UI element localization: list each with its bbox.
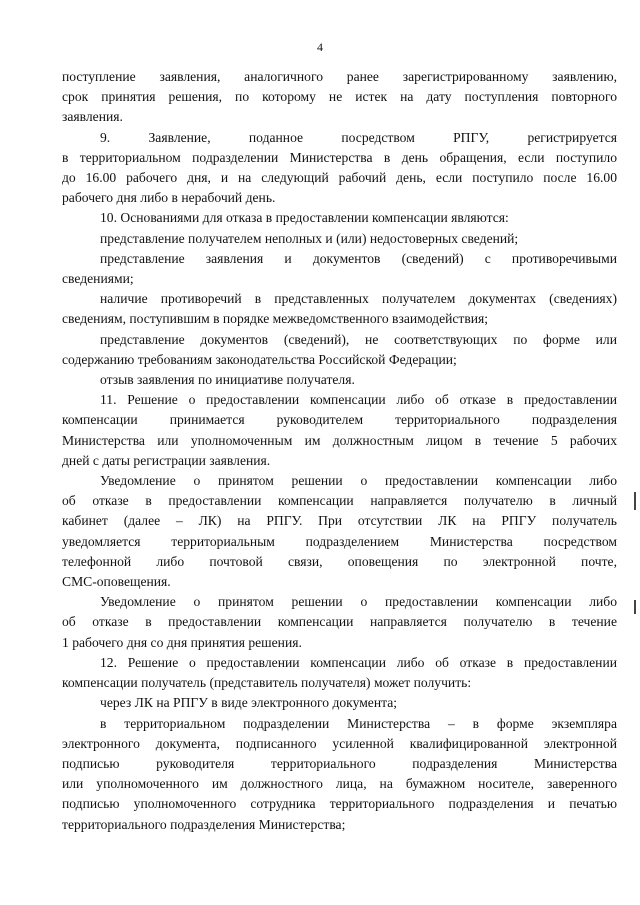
text-line: 11. Решение о предоставлении компенсации либо об отказе в предоставлении [100, 392, 617, 408]
text-line: Уведомление о принятом решении о предоставлении компенсации либо [100, 594, 617, 610]
paragraph [62, 229, 617, 249]
paragraph [62, 390, 617, 471]
text-line: представление заявления и документов (сведений) с противоречивыми [100, 250, 617, 266]
paragraph [62, 67, 617, 128]
paragraph [62, 330, 617, 370]
text-line: 10. Основаниями для отказа в предоставлении компенсации являются: [100, 210, 509, 226]
text-line: до 16.00 рабочего дня, и на следующий рабочий день, если поступило после 16.00 [62, 170, 617, 186]
text-line: кабинет (далее – ЛК) на РПГУ. При отсутствии ЛК на РПГУ получатель [62, 513, 617, 529]
text-line: компенсации принимается руководителем территориального подразделения [62, 412, 617, 428]
text-line: об отказе в предоставлении компенсации направляется получателю в течение [62, 614, 617, 630]
text-line: сведениям, поступившим в порядке межведомственного взаимодействия; [62, 311, 489, 327]
margin-scan-mark [634, 600, 636, 614]
text-line: уведомляется территориальным подразделением Министерства посредством [62, 533, 617, 549]
page-number: 4 [317, 40, 323, 54]
text-line: подписью уполномоченного сотрудника территориального подразделения и печатью [62, 796, 617, 812]
paragraph [62, 471, 617, 592]
text-line: или уполномоченного им должностного лица, на бумажном носителе, заверенного [62, 776, 617, 792]
document-body [62, 67, 617, 835]
text-line: представление документов (сведений), не соответствующих по форме или [100, 331, 617, 347]
text-line: территориального подразделения Министерства; [62, 816, 346, 832]
paragraph [62, 370, 617, 390]
paragraph [62, 693, 617, 713]
text-line: заявления. [62, 109, 123, 125]
text-line: в территориальном подразделении Министерства – в форме экземпляра [100, 715, 617, 731]
text-line: об отказе в предоставлении компенсации направляется получателю в личный [62, 493, 617, 509]
text-line: сведениями; [62, 271, 134, 287]
text-line: отзыв заявления по инициативе получателя. [100, 372, 355, 388]
text-line: дней с даты регистрации заявления. [62, 452, 271, 468]
text-line: Министерства или уполномоченным им должностным лицом в течение 5 рабочих [62, 432, 617, 448]
paragraph [62, 714, 617, 835]
text-line: представление получателем неполных и (или) недостоверных сведений; [100, 230, 519, 246]
text-line: через ЛК на РПГУ в виде электронного документа; [100, 695, 398, 711]
text-line: подписью руководителя территориального подразделения Министерства [62, 755, 617, 771]
text-line: Уведомление о принятом решении о предоставлении компенсации либо [100, 473, 617, 489]
text-line: срок принятия решения, по которому не истек на дату поступления повторного [62, 89, 617, 105]
paragraph [62, 653, 617, 693]
text-line: СМС-оповещения. [62, 574, 171, 590]
text-line: 9. Заявление, поданное посредством РПГУ, регистрируется [100, 129, 617, 145]
text-line: 12. Решение о предоставлении компенсации либо об отказе в предоставлении [100, 654, 617, 670]
paragraph [62, 289, 617, 329]
text-line: поступление заявления, аналогичного ранее зарегистрированному заявлению, [62, 69, 617, 84]
margin-scan-mark [634, 492, 636, 510]
paragraph [62, 249, 617, 289]
text-line: 1 рабочего дня со дня принятия решения. [62, 634, 302, 650]
text-line: наличие противоречий в представленных получателем документах (сведениях) [100, 291, 617, 307]
paragraph [62, 128, 617, 209]
paragraph [62, 208, 617, 228]
text-line: рабочего дня либо в нерабочий день. [62, 190, 276, 206]
paragraph [62, 592, 617, 653]
text-line: содержанию требованиям законодательства Российской Федерации; [62, 351, 457, 367]
text-line: в территориальном подразделении Министерства в день обращения, если поступило [62, 149, 617, 165]
text-line: телефонной либо почтовой связи, оповещения по электронной почте, [62, 553, 617, 569]
text-line: компенсации получатель (представитель получателя) может получить: [62, 675, 472, 691]
text-line: электронного документа, подписанного усиленной квалифицированной электронной [62, 735, 617, 751]
